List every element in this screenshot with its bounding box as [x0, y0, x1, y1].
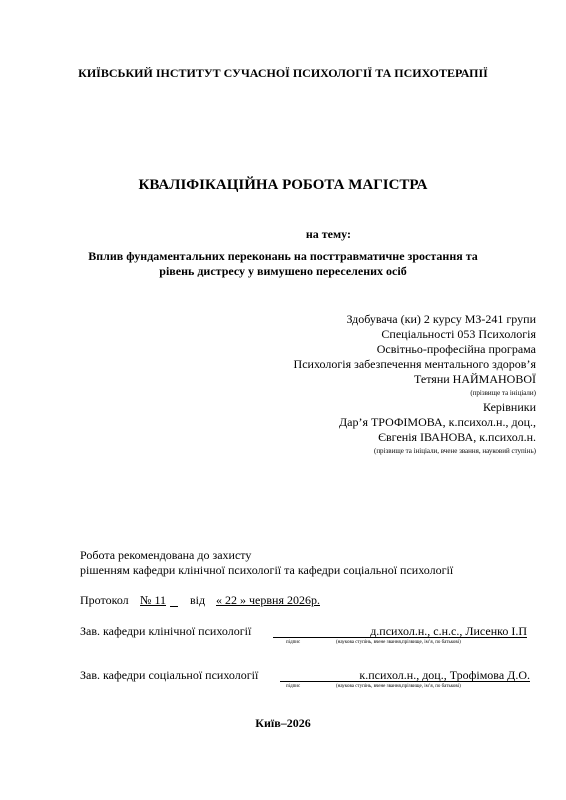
student-course: Здобувача (ки) 2 курсу МЗ-241 групи — [346, 312, 536, 326]
topic-line-1: Вплив фундаментальних переконань на посттравматичне зростання та — [88, 249, 478, 263]
document-type: КВАЛІФІКАЦІЙНА РОБОТА МАГІСТРА — [138, 177, 428, 193]
topic-label: на тему: — [305, 227, 351, 241]
protocol-from: від — [190, 593, 206, 607]
student-name: Тетяни НАЙМАНОВОЇ — [414, 372, 536, 386]
student-program: Освітньо-професійна програма — [376, 342, 536, 356]
supervisor-2: Євгенія ІВАНОВА, к.психол.н. — [378, 430, 536, 444]
head-clinical-label: Зав. кафедри клінічної психології — [80, 624, 252, 638]
institute-name: КИЇВСЬКИЙ ІНСТИТУТ СУЧАСНОЇ ПСИХОЛОГІЇ ТА ПСИХОТЕРАПІЇ — [78, 66, 488, 80]
head-clinical-value-hint: (наукова ступінь, вчене звання,прізвище, ім’я, по батькові) — [336, 640, 461, 645]
head-social-sign-hint: підпис — [286, 684, 301, 689]
topic-line-2: рівень дистресу у вимушено переселених осіб — [159, 264, 407, 278]
footer-city-year: Київ–2026 — [255, 716, 311, 730]
student-name-hint: (прізвище та ініціали) — [470, 389, 536, 397]
protocol-number: № 11 — [140, 593, 167, 607]
head-social-label: Зав. кафедри соціальної психології — [80, 668, 259, 682]
recommend-line-2: рішенням кафедри клінічної психології та кафедри соціальної психології — [80, 563, 454, 577]
protocol-label: Протокол — [80, 593, 129, 607]
protocol-number-underline — [170, 606, 178, 607]
head-social-value: к.психол.н., доц., Трофімова Д.О. — [359, 668, 530, 682]
protocol-date: « 22 » червня 2026р. — [216, 593, 320, 607]
supervisors-hint: (прізвище та ініціали, вчене звання, науковий ступінь) — [373, 447, 536, 455]
head-social-value-hint: (наукова ступінь, вчене звання,прізвище, ім’я, по батькові) — [336, 684, 461, 689]
head-clinical-value: д.психол.н., с.н.с., Лисенко І.П — [370, 624, 527, 638]
head-clinical-sign-hint: підпис — [286, 640, 301, 645]
recommend-line-1: Робота рекомендована до захисту — [80, 548, 252, 562]
student-program-name: Психологія забезпечення ментального здоров’я — [293, 357, 536, 371]
supervisor-1: Дар’я ТРОФІМОВА, к.психол.н., доц., — [338, 415, 536, 429]
supervisors-label: Керівники — [483, 400, 536, 414]
student-specialty: Спеціальності 053 Психологія — [381, 327, 536, 341]
